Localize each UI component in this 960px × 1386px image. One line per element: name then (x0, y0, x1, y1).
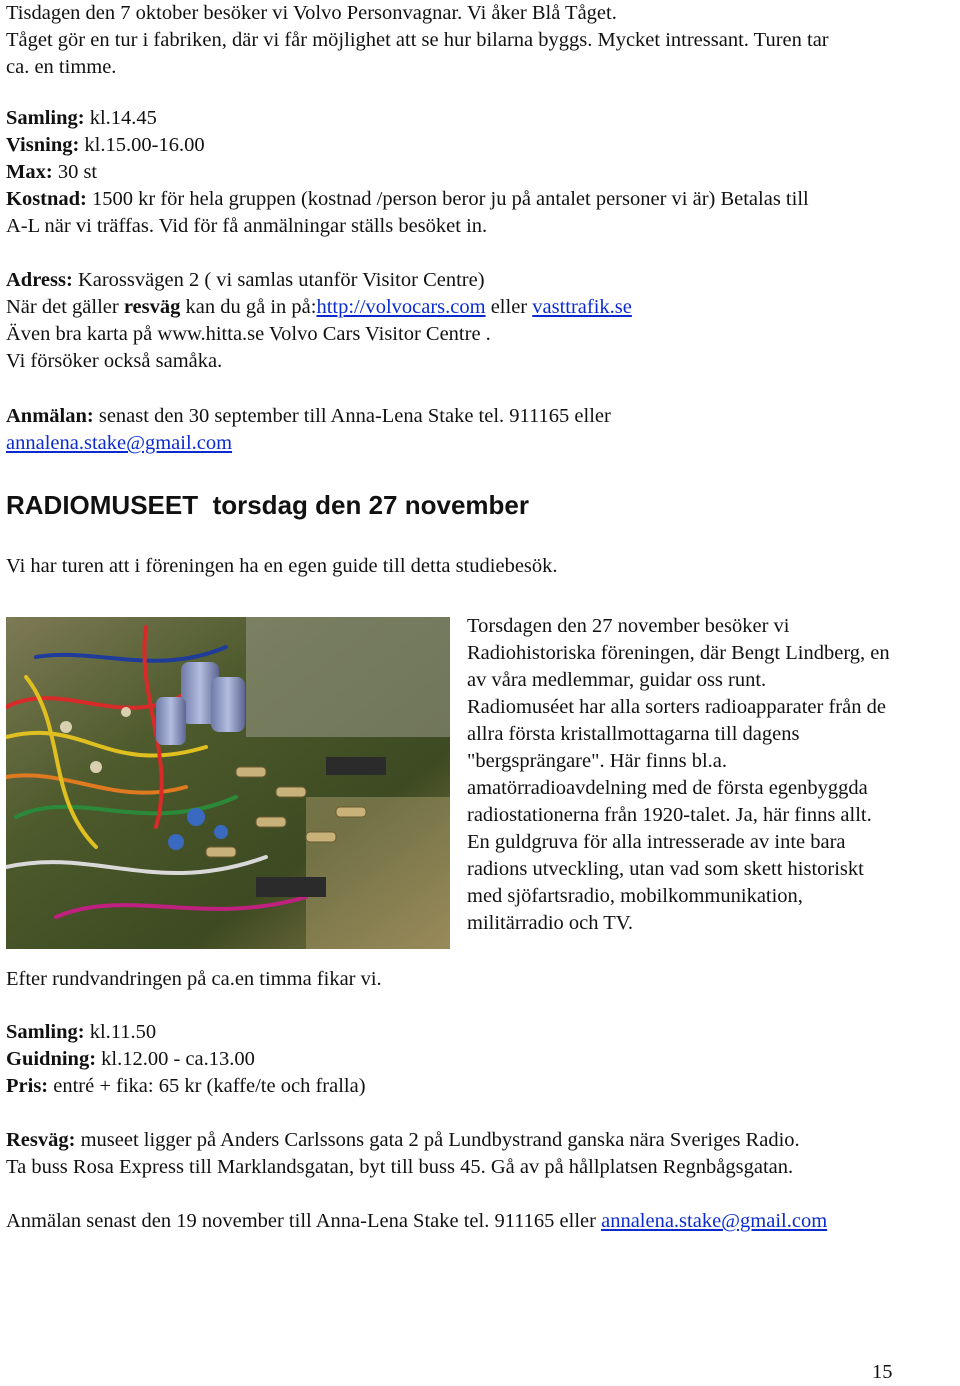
radio-buss-line: Ta buss Rosa Express till Marklandsgatan, byt till buss 45. Gå av på hållplatsen Regnbågsgatan. (6, 1156, 794, 1178)
radio-email-link[interactable]: annalena.stake@gmail.com (601, 1210, 828, 1232)
radio-desc-line: "bergsprängare". Här finns bl.a. (467, 750, 727, 772)
kostnad-label: Kostnad: (6, 188, 87, 210)
pris-value: entré + fika: 65 kr (kaffe/te och fralla) (48, 1075, 366, 1097)
anmalan-value: senast den 30 september till Anna-Lena Stake tel. 911165 eller (93, 405, 611, 427)
radio-efter-line: Efter rundvandringen på ca.en timma fikar vi. (6, 968, 382, 990)
volvo-samling (6, 105, 157, 132)
resvag-prefix: När det gäller (6, 296, 124, 318)
radio-description (467, 613, 959, 937)
radio-guidning (6, 1046, 255, 1073)
vasttrafik-link[interactable]: vasttrafik.se (532, 296, 632, 318)
max-label: Max: (6, 161, 53, 183)
circuit-board-photo (6, 617, 450, 949)
samling-label: Samling: (6, 107, 85, 129)
radio-desc-line: med sjöfartsradio, mobilkommunikation, (467, 885, 803, 907)
resvag-mid: kan du gå in på: (180, 296, 317, 318)
volvo-karta-line: Även bra karta på www.hitta.se Volvo Cars Visitor Centre . (6, 323, 491, 345)
volvo-email-line (6, 430, 232, 457)
volvo-email-link[interactable]: annalena.stake@gmail.com (6, 432, 233, 454)
radio-desc-line: Radiohistoriska föreningen, där Bengt Lindberg, en (467, 642, 890, 664)
radio-desc-line: radions utveckling, utan vad som skett historiskt (467, 858, 864, 880)
volvo-resvag (6, 294, 632, 321)
guidning-value: kl.12.00 - ca.13.00 (96, 1048, 255, 1070)
pris-label: Pris: (6, 1075, 49, 1097)
radio-desc-line: En guldgruva för alla intresserade av inte bara (467, 831, 846, 853)
volvo-kostnad (6, 186, 809, 213)
intro-line-3: ca. en timme. (6, 56, 117, 78)
page-number: 15 (872, 1361, 893, 1383)
radio-desc-line: Radiomuséet har alla sorters radioapparater från de (467, 696, 886, 718)
radio-anmalan-text: Anmälan senast den 19 november till Anna-Lena Stake tel. 911165 eller (6, 1210, 602, 1232)
radio-guide-line: Vi har turen att i föreningen ha en egen guide till detta studiebesök. (6, 555, 558, 577)
visning-label: Visning: (6, 134, 80, 156)
intro-line-1: Tisdagen den 7 oktober besöker vi Volvo Personvagnar. Vi åker Blå Tåget. (6, 2, 617, 24)
volvo-visning (6, 132, 205, 159)
volvo-anmalan (6, 403, 611, 430)
radiomuseet-heading: RADIOMUSEET torsdag den 27 november (6, 490, 529, 520)
volvocars-link[interactable]: http://volvocars.com (316, 296, 486, 318)
adress-value: Karossvägen 2 ( vi samlas utanför Visitor Centre) (72, 269, 485, 291)
radio-desc-line: av våra medlemmar, guidar oss runt. (467, 669, 767, 691)
visning-value: kl.15.00-16.00 (79, 134, 205, 156)
adress-label: Adress: (6, 269, 73, 291)
guidning-label: Guidning: (6, 1048, 97, 1070)
volvo-adress (6, 267, 485, 294)
radio-desc-line: radiostationerna från 1920-talet. Ja, här finns allt. (467, 804, 872, 826)
radio-anmalan (6, 1208, 827, 1235)
radio-desc-line: amatörradioavdelning med de första egenbyggda (467, 777, 868, 799)
anmalan-label: Anmälan: (6, 405, 94, 427)
radio-desc-line: militärradio och TV. (467, 912, 634, 934)
radio-samling (6, 1019, 156, 1046)
volvo-max (6, 159, 97, 186)
samling-value: kl.14.45 (84, 107, 157, 129)
radio-resvag-value: museet ligger på Anders Carlssons gata 2 på Lundbystrand ganska nära Sveriges Radio. (75, 1129, 800, 1151)
resvag-bold: resväg (123, 296, 181, 318)
radio-resvag (6, 1127, 800, 1154)
kostnad-value: 1500 kr för hela gruppen (kostnad /person beror ju på antalet personer vi är) Betalas till (86, 188, 809, 210)
resvag-or: eller (485, 296, 533, 318)
radio-desc-line: Torsdagen den 27 november besöker vi (467, 615, 790, 637)
radio-samling-value: kl.11.50 (84, 1021, 157, 1043)
volvo-samaka-line: Vi försöker också samåka. (6, 350, 223, 372)
max-value: 30 st (52, 161, 98, 183)
radio-samling-label: Samling: (6, 1021, 85, 1043)
radio-resvag-label: Resväg: (6, 1129, 76, 1151)
radio-desc-line: allra första kristallmottagarna till dagens (467, 723, 800, 745)
radio-pris (6, 1073, 366, 1100)
volvo-kostnad-line2: A-L när vi träffas. Vid för få anmälningar ställs besöket in. (6, 215, 488, 237)
intro-line-2: Tåget gör en tur i fabriken, där vi får möjlighet att se hur bilarna byggs. Mycket intressant. Turen tar (6, 29, 829, 51)
